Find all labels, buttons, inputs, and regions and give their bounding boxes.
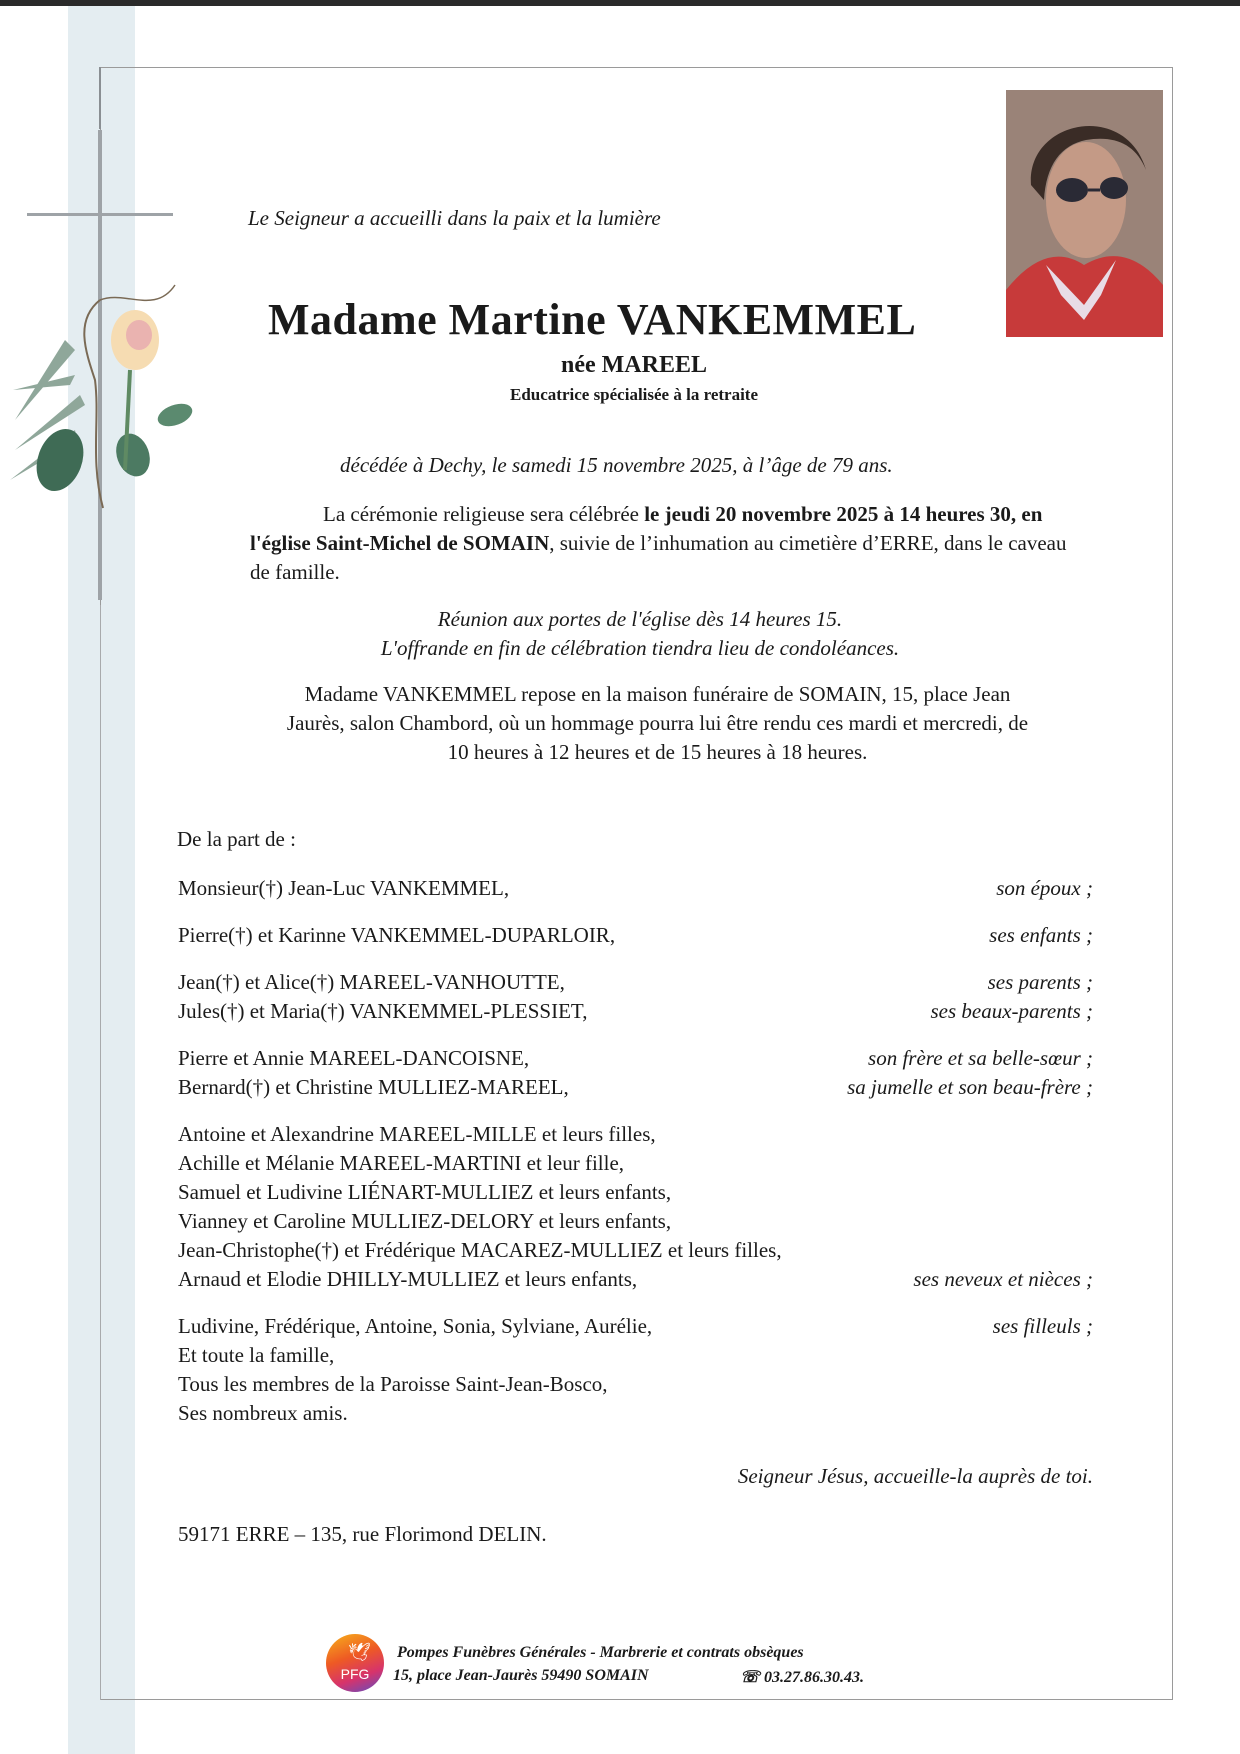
family-group-nephews [178,1120,1093,1294]
offering-line: L'offrande en fin de célébration tiendra lieu de condoléances. [380,636,900,660]
family-names: Arnaud et Elodie DHILLY-MULLIEZ et leurs enfants, [178,1267,638,1291]
maiden-name: née MAREEL [561,352,707,378]
family-relation: ses beaux-parents ; [930,999,1093,1023]
family-group-godchildren-others [178,1312,1093,1428]
phone-icon: ☏ [740,1669,761,1686]
family-names: Ludivine, Frédérique, Antoine, Sonia, Sylviane, Aurélie, [178,1314,653,1338]
funeral-home-address: 15, place Jean-Jaurès 59490 SOMAIN [393,1667,649,1684]
family-line [178,1312,1093,1341]
family-line [178,1073,1093,1102]
pfg-logo-text: PFG [340,1666,370,1682]
ceremony-prefix: La cérémonie religieuse sera célébrée [323,502,645,526]
family-names: Samuel et Ludivine LIÉNART-MULLIEZ et leurs enfants, [178,1180,672,1204]
family-names: Jules(†) et Maria(†) VANKEMMEL-PLESSIET, [178,999,588,1023]
closing-prayer: Seigneur Jésus, accueille-la auprès de toi. [737,1464,1093,1488]
ceremony-date-place: le jeudi 20 novembre 2025 à 14 heures 30, en l'église Saint-Michel de SOMAIN [250,502,1043,555]
funeral-home-name: Pompes Funèbres Générales - Marbrerie et contrats obsèques [397,1644,804,1661]
family-names: Ses nombreux amis. [178,1401,348,1425]
family-relation: ses enfants ; [989,923,1093,947]
family-relation: son époux ; [996,876,1093,900]
family-names: Jean(†) et Alice(†) MAREEL-VANHOUTTE, [178,970,565,994]
cross-icon-lower [100,605,101,1700]
family-relation: ses parents ; [987,970,1093,994]
family-group-children [178,921,1093,950]
family-relation: son frère et sa belle-sœur ; [868,1046,1093,1070]
family-names: Antoine et Alexandrine MAREEL-MILLE et leurs filles, [178,1122,656,1146]
family-names: Bernard(†) et Christine MULLIEZ-MAREEL, [178,1075,569,1099]
family-relation: ses neveux et nièces ; [913,1267,1093,1291]
scan-top-edge [0,0,1240,6]
phone-number: 03.27.86.30.43. [764,1669,865,1686]
family-line [178,1207,1093,1236]
cross-icon-upper [99,67,101,129]
cross-icon-bar [27,213,173,216]
portrait-photo [1006,90,1163,337]
family-intro: De la part de : [177,827,296,851]
family-names: Tous les membres de la Paroisse Saint-Jean-Bosco, [178,1372,608,1396]
family-names: Vianney et Caroline MULLIEZ-DELORY et leurs enfants, [178,1209,672,1233]
family-relation: sa jumelle et son beau-frère ; [847,1075,1093,1099]
family-line [178,1149,1093,1178]
family-line [178,1178,1093,1207]
pfg-logo-icon [326,1634,384,1692]
family-group-parents [178,968,1093,1026]
family-line [178,1120,1093,1149]
deceased-name: Madame Martine VANKEMMEL [268,295,917,344]
family-list [178,874,1093,1446]
family-line [178,1265,1093,1294]
family-names: Jean-Christophe(†) et Frédérique MACAREZ-MULLIEZ et leurs filles, [178,1238,782,1262]
repose-text: Madame VANKEMMEL repose en la maison funéraire de SOMAIN, 15, place Jean Jaurès, salon Chambord, où un hommage pourra lui être rendu ces mardi et mercredi, de 10 heures à 12 heures et de 15 heures à 18 heures. [286,682,1029,764]
repose-paragraph [0,680,1240,767]
family-line [178,921,1093,950]
family-line [178,874,1093,903]
family-group-siblings [178,1044,1093,1102]
dove-icon: 🕊︎ [348,1642,371,1662]
family-names: Pierre et Annie MAREEL-DANCOISNE, [178,1046,530,1070]
family-line [178,1399,1093,1428]
intro-verse: Le Seigneur a accueilli dans la paix et la lumière [248,206,661,230]
family-names: Pierre(†) et Karinne VANKEMMEL-DUPARLOIR, [178,923,616,947]
meeting-info [0,605,1240,663]
family-line [178,1044,1093,1073]
family-names: Achille et Mélanie MAREEL-MARTINI et leur fille, [178,1151,625,1175]
family-line [178,1341,1093,1370]
family-group-spouse [178,874,1093,903]
meeting-line: Réunion aux portes de l'église dès 14 heures 15. [437,607,843,631]
family-line [178,1370,1093,1399]
funeral-home-phone [740,1667,864,1687]
family-names: Et toute la famille, [178,1343,335,1367]
family-relation: ses filleuls ; [992,1314,1093,1338]
death-notice: décédée à Dechy, le samedi 15 novembre 2025, à l’âge de 79 ans. [340,453,893,477]
ceremony-suffix: , suivie de l’inhumation au cimetière d’ERRE, dans le caveau de famille. [250,531,1067,584]
family-address: 59171 ERRE – 135, rue Florimond DELIN. [178,1522,547,1546]
profession: Educatrice spécialisée à la retraite [510,385,758,404]
family-line [178,968,1093,997]
ceremony-paragraph [250,500,1090,587]
family-line [178,997,1093,1026]
family-names: Monsieur(†) Jean-Luc VANKEMMEL, [178,876,510,900]
family-line [178,1236,1093,1265]
